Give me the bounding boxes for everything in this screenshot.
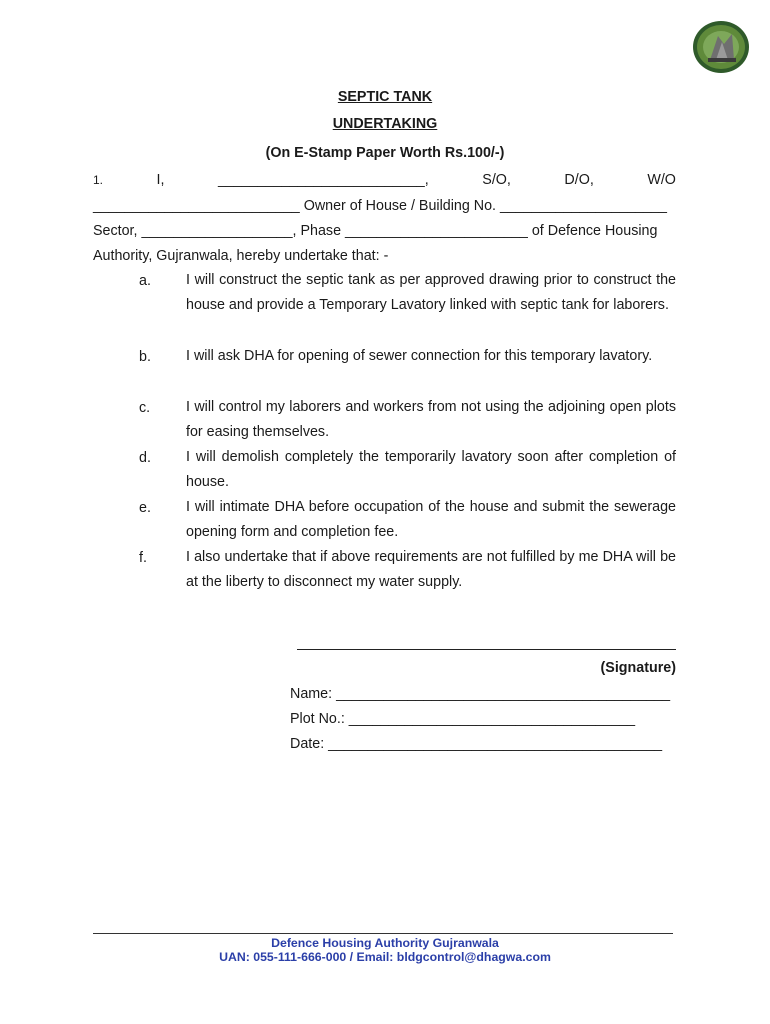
document-subtitle: UNDERTAKING — [332, 116, 438, 132]
signer-name-field: Name: __________________________________________ — [290, 686, 671, 702]
document-title: SEPTIC TANK — [337, 89, 433, 105]
do-label: D/O, — [564, 172, 594, 188]
item-letter-f: f. — [139, 550, 147, 566]
item-letter-a: a. — [139, 273, 151, 289]
clause-number: 1. — [93, 173, 104, 187]
plot-number-field: Plot No.: ____________________________________ — [290, 711, 636, 727]
item-letter-b: b. — [139, 349, 151, 365]
declaration-line-4: Authority, Gujranwala, hereby undertake that: - — [93, 248, 389, 264]
wo-label: W/O — [647, 172, 676, 188]
footer-organization: Defence Housing Authority Gujranwala — [271, 936, 499, 950]
item-text-e: I will intimate DHA before occupation of the house and submit the sewerage opening form and completion fee. — [186, 499, 676, 541]
pronoun-text: I, — [156, 172, 165, 188]
item-text-a: I will construct the septic tank as per approved drawing prior to construct the house and provide a Temporary Lavatory linked with septic tank for laborers. — [186, 272, 676, 314]
signature-label: (Signature) — [600, 660, 676, 676]
signature-line — [297, 649, 676, 650]
name-blank: __________________________, — [218, 172, 429, 188]
item-text-b: I will ask DHA for opening of sewer connection for this temporary lavatory. — [186, 348, 653, 364]
item-text-f: I also undertake that if above requirements are not fulfilled by me DHA will be at the liberty to disconnect my water supply. — [186, 549, 676, 591]
declaration-line-2: __________________________ Owner of House / Building No. _____________________ — [93, 198, 667, 214]
footer-divider — [93, 933, 673, 934]
item-text-d: I will demolish completely the temporarily lavatory soon after completion of house. — [186, 449, 676, 491]
stamp-paper-note: (On E-Stamp Paper Worth Rs.100/-) — [265, 145, 505, 161]
item-letter-d: d. — [139, 450, 151, 466]
dha-gujranwala-seal-icon — [692, 20, 750, 74]
item-letter-c: c. — [139, 400, 151, 416]
so-label: S/O, — [482, 172, 511, 188]
item-letter-e: e. — [139, 500, 151, 516]
footer-contact: UAN: 055-111-666-000 / Email: bldgcontrol@dhagwa.com — [219, 950, 551, 964]
item-text-c: I will control my laborers and workers from not using the adjoining open plots for easing themselves. — [186, 399, 676, 441]
declaration-line-1 — [93, 172, 676, 189]
date-field: Date: __________________________________________ — [290, 736, 663, 752]
declaration-line-3: Sector, ___________________, Phase _______________________ of Defence Housing — [93, 223, 658, 239]
